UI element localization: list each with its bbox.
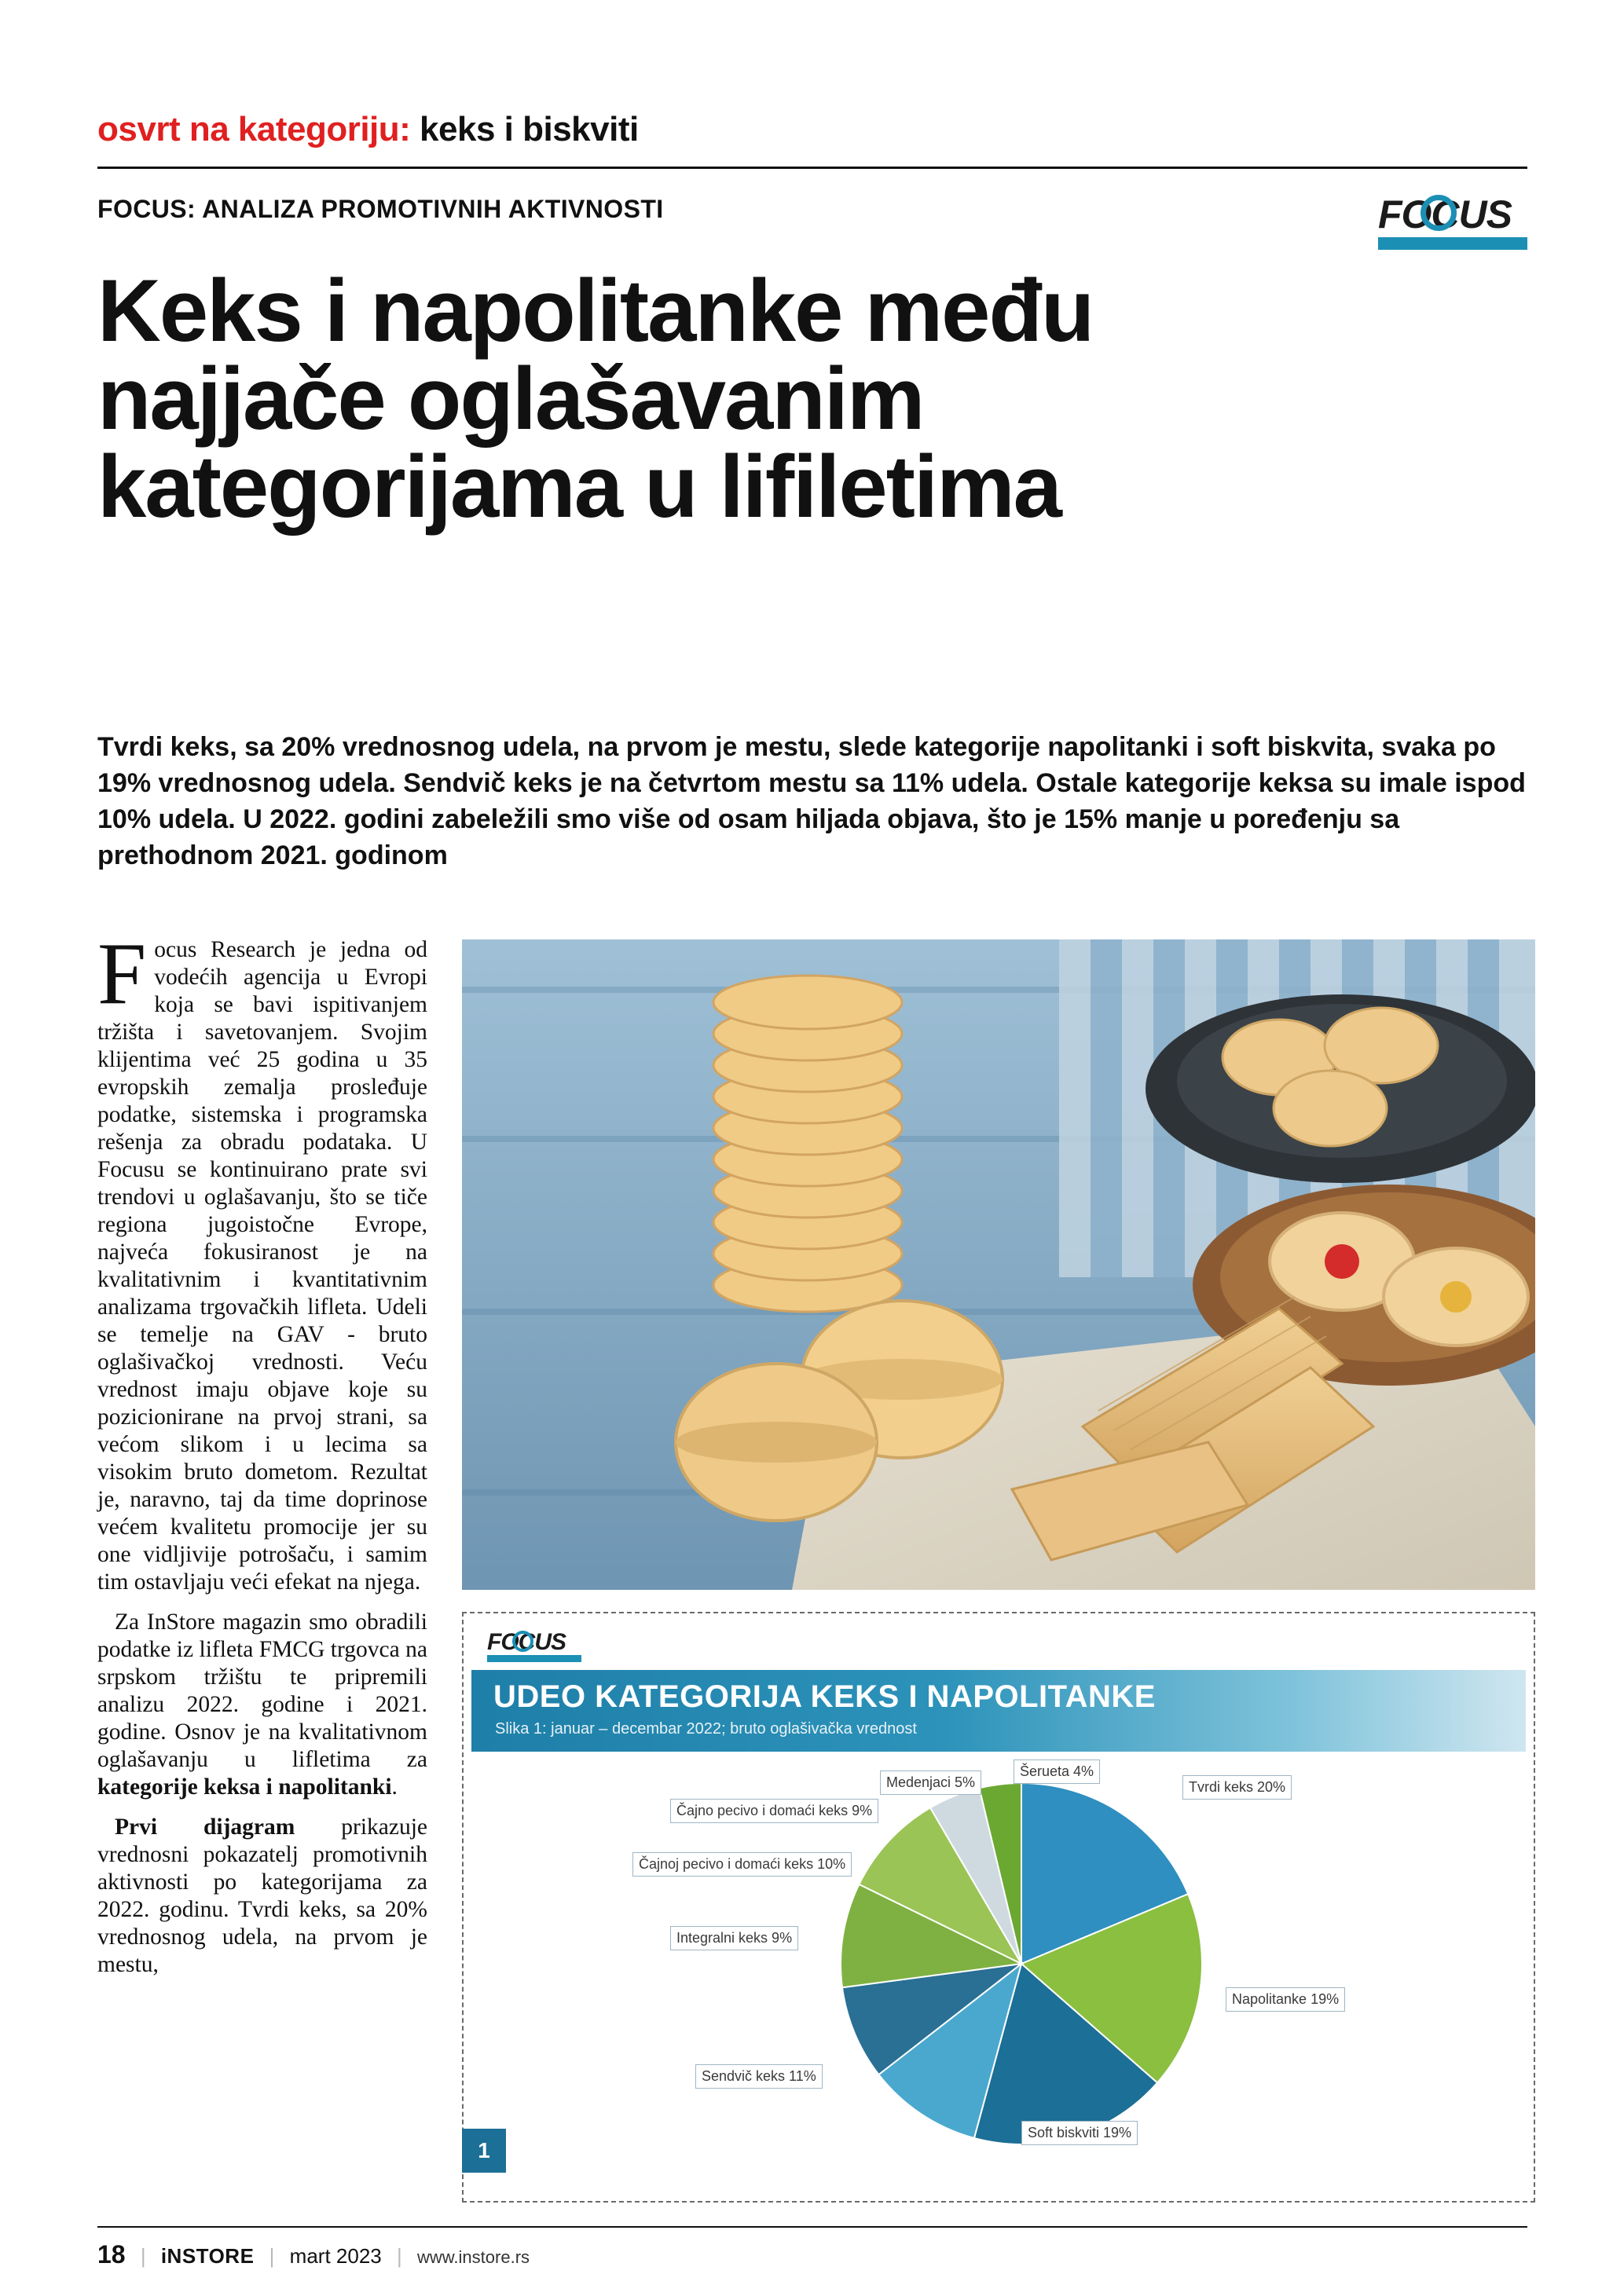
chart-focus-bar (487, 1655, 581, 1662)
section-label (97, 195, 664, 224)
header-divider (97, 167, 1527, 169)
callout-cajno-pecivo-a: Čajnoj pecivo i domaći keks 10% (632, 1852, 852, 1877)
figure-1-container (462, 1612, 1535, 2203)
section-label-text: ANALIZA PROMOTIVNIH AKTIVNOSTI (202, 195, 664, 223)
page-footer (97, 2240, 530, 2269)
paragraph-3 (97, 1814, 427, 1979)
callout-integralni-keks: Integralni keks 9% (670, 1926, 798, 1950)
callout-soft-biskviti: Soft biskviti 19% (1021, 2121, 1138, 2145)
footer-website: www.instore.rs (416, 2247, 530, 2267)
paragraph-1 (97, 925, 427, 1596)
pie-slices (841, 1783, 1202, 2144)
callout-serueta: Šerueta 4% (1014, 1760, 1100, 1784)
pie-chart (471, 1752, 1526, 2193)
chart-title-bar (471, 1670, 1526, 1752)
footer-brand-mark: iN (160, 2244, 182, 2268)
paragraph-3-text: prikazuje vrednosni pokazatelj promotivnih aktivnosti po kategorijama za 2022. godinu. Tvrdi keks, sa 20% vrednosnog udela, na prvom je mestu, (97, 1814, 427, 1977)
footer-separator-1: | (140, 2244, 146, 2268)
paragraph-2-bold: kategorije keksa i napolitanki (97, 1774, 392, 1800)
callout-napolitanke: Napolitanke 19% (1226, 1987, 1345, 2012)
footer-brand (161, 2244, 255, 2268)
footer-separator-3: | (396, 2244, 402, 2268)
page-number: 18 (97, 2240, 126, 2269)
pie-chart-svg (471, 1752, 1526, 2193)
chart-canvas (471, 1621, 1526, 2193)
focus-logo-bar (1378, 237, 1527, 250)
footer-brand-name: STORE (181, 2244, 255, 2268)
callout-tvrdi-keks: Tvrdi keks 20% (1182, 1775, 1292, 1800)
standfirst: Tvrdi keks, sa 20% vrednosnog udela, na prvom je mestu, slede kategorije napolitanki i soft biskvita, svaka po 19% vrednosnog udela. Sendvič keks je na četvrtom mestu sa 11% udela. Ostale kategorije keksa su imale ispod 10% udela. U 2022. godini zabeležili smo više od osam hiljada objava, što je 15% manje u poređenju sa prethodnom 2021. godinom (97, 732, 1526, 870)
paragraph-1-text: ocus Research je jedna od vodećih agencija u Evropi koja se bavi ispitivanjem tržišta i savetovanjem. Svojim klijentima već 25 godina u 35 evropskih zemalja prosleđuje podatke, sistemska i programska rešenja za obradu podataka. U Focusu se kontinuirano prate svi trendovi u oglašavanju, što se tiče regiona jugoistočne Evrope, najveća fokusiranost je na kvalitativnim i kvantitativnim analizama trgovačkih lifleta. Udeli se temelje na GAV - bruto oglašivačkoj vrednosti. Veću vrednost imaju objave koje su pozicionirane na prvoj strani, sa većom slikom i u lecima sa visokim bruto dometom. Rezultat je, naravno, taj da time doprinose većem kvalitetu promocije jer su one vidljivije potrošaču, i samim tim ostavljaju veći efekat na njega. (97, 937, 427, 1595)
focus-logo (1378, 192, 1527, 251)
focus-logo-wordmark: FOCUS (1378, 192, 1512, 236)
chart-title: UDEO KATEGORIJA KEKS I NAPOLITANKE (493, 1679, 1156, 1714)
paragraph-3-bold: Prvi dijagram (115, 1814, 295, 1840)
callout-cajno-pecivo-b: Čajno pecivo i domaći keks 9% (670, 1799, 878, 1823)
paragraph-2-text-a: Za InStore magazin smo obradili podatke iz lifleta FMCG trgovca na srpskom tržištu te pripremili analizu 2022. godine i 2021. godine. Osnov je na kvalitativnom oglašavanju u lifletima za (97, 1609, 427, 1772)
chart-focus-wordmark: FOCUS (487, 1629, 566, 1655)
page-title-line-1: Keks i napolitanke među (97, 262, 1094, 360)
page-title-line-2: najjače oglašavanim (97, 350, 924, 448)
photo-illustration (462, 939, 1535, 1590)
drop-cap: F (97, 925, 147, 1023)
footer-issue: mart 2023 (289, 2244, 382, 2268)
callout-medenjaci: Medenjaci 5% (880, 1771, 981, 1795)
paragraph-2 (97, 1609, 427, 1801)
chart-focus-logo (487, 1629, 581, 1662)
kicker-black-text: keks i biskviti (420, 110, 639, 148)
paragraph-2-text-b: . (391, 1774, 398, 1800)
focus-logo-ring-icon (1421, 195, 1457, 231)
footer-separator-2: | (269, 2244, 275, 2268)
kicker-red-text: osvrt na kategoriju: (97, 110, 411, 148)
callout-sendvic-keks: Sendvič keks 11% (695, 2064, 823, 2089)
article-body (97, 925, 427, 1979)
footer-divider (97, 2226, 1527, 2228)
page-title-line-3: kategorijama u lifiletima (97, 438, 1061, 536)
chart-focus-ring-icon (512, 1631, 533, 1652)
article-photo (462, 939, 1535, 1590)
page-title (97, 262, 1535, 536)
chart-subtitle: Slika 1: januar – decembar 2022; bruto oglašivačka vrednost (495, 1720, 917, 1738)
figure-number-badge: 1 (462, 2129, 506, 2173)
kicker (97, 110, 639, 149)
section-label-prefix: FOCUS: (97, 195, 196, 223)
